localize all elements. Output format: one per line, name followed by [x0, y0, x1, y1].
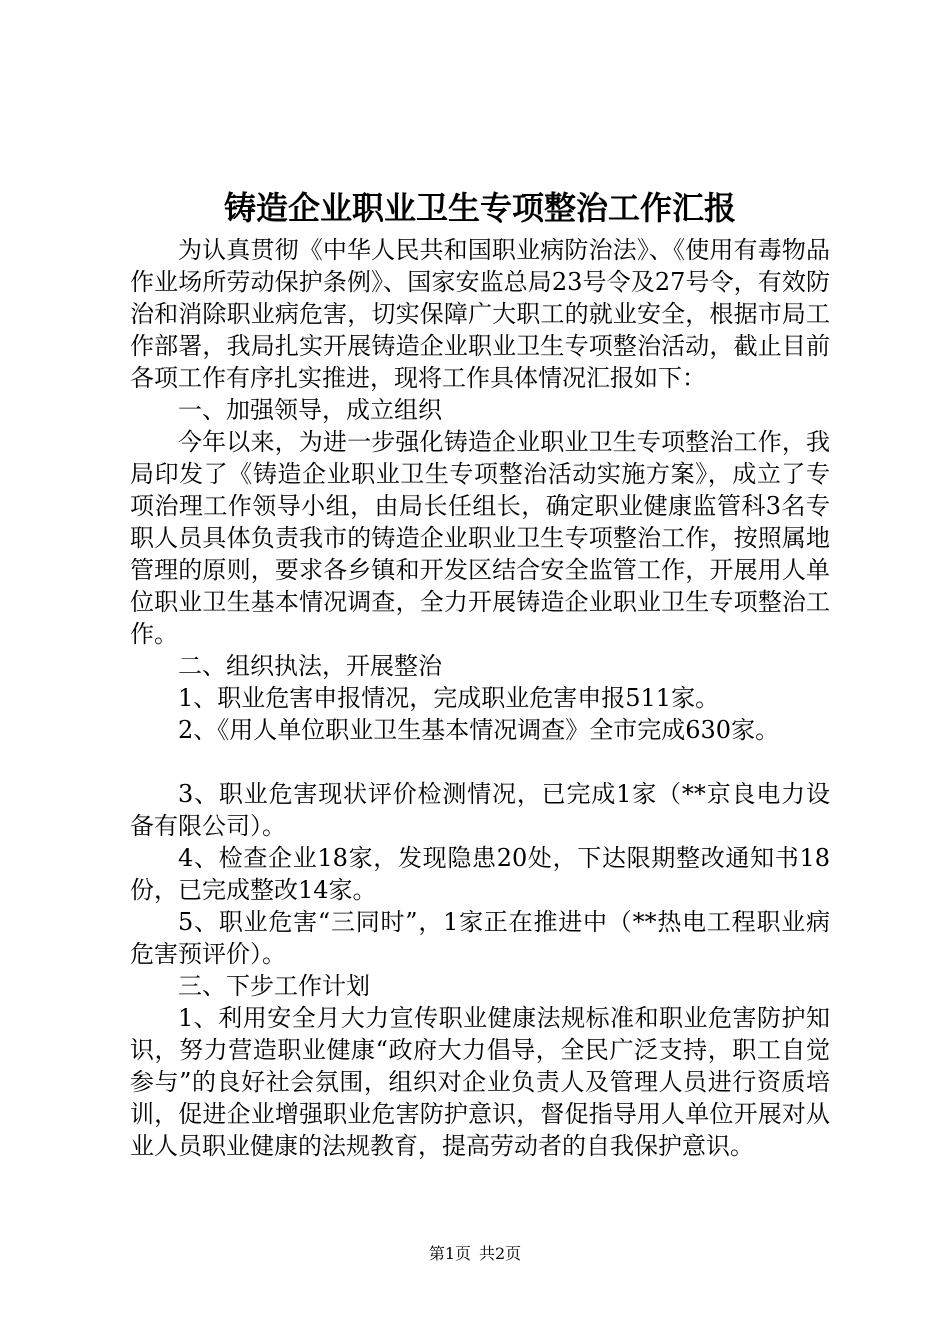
page-number-current: 第1页: [428, 1244, 471, 1263]
section-2-item-3: 3、职业危害现状评价检测情况，已完成1家（**京良电力设备有限公司）。: [130, 780, 830, 840]
section-2-item-1: 1、职业危害申报情况，完成职业危害申报511家。: [178, 684, 720, 712]
section-heading-1: 一、加强领导，成立组织: [178, 396, 442, 424]
page-number-total: 共2页: [479, 1244, 522, 1263]
section-heading-2: 二、组织执法，开展整治: [178, 652, 442, 680]
document-page: [130, 0, 830, 1344]
section-2-item-5: 5、职业危害“三同时”，1家正在推进中（**热电工程职业病危害预评价）。: [130, 908, 830, 968]
section-1-paragraph: 今年以来，为进一步强化铸造企业职业卫生专项整治工作，我局印发了《铸造企业职业卫生专项整治活动实施方案》，成立了专项治理工作领导小组，由局长任组长，确定职业健康监管科3名专职人员具体负责我市的铸造企业职业卫生专项整治工作，按照属地管理的原则，要求各乡镇和开发区结合安全监管工作，开展用人单位职业卫生基本情况调查，全力开展铸造企业职业卫生专项整治工作。: [130, 428, 830, 648]
intro-paragraph: 为认真贯彻《中华人民共和国职业病防治法》、《使用有毒物品作业场所劳动保护条例》、国家安监总局23号令及27号令，有效防治和消除职业病危害，切实保障广大职工的就业安全，根据市局工作部署，我局扎实开展铸造企业职业卫生专项整治活动，截止目前各项工作有序扎实推进，现将工作具体情况汇报如下：: [130, 236, 830, 392]
section-2-item-2: 2、《用人单位职业卫生基本情况调查》全市完成630家。: [178, 716, 780, 744]
section-heading-3: 三、下步工作计划: [178, 972, 370, 1000]
section-3-item-1: 1、利用安全月大力宣传职业健康法规标准和职业危害防护知识，努力营造职业健康“政府大力倡导，全民广泛支持，职工自觉参与”的良好社会氛围，组织对企业负责人及管理人员进行资质培训，促进企业增强职业危害防护意识，督促指导用人单位开展对从业人员职业健康的法规教育，提高劳动者的自我保护意识。: [130, 1004, 830, 1160]
page-footer: [0, 1242, 950, 1266]
blank-line: [130, 746, 830, 778]
document-body: [130, 234, 830, 1162]
document-title: 铸造企业职业卫生专项整治工作汇报: [223, 189, 736, 227]
section-2-item-4: 4、检查企业18家，发现隐患20处，下达限期整改通知书18份，已完成整改14家。: [130, 844, 830, 904]
